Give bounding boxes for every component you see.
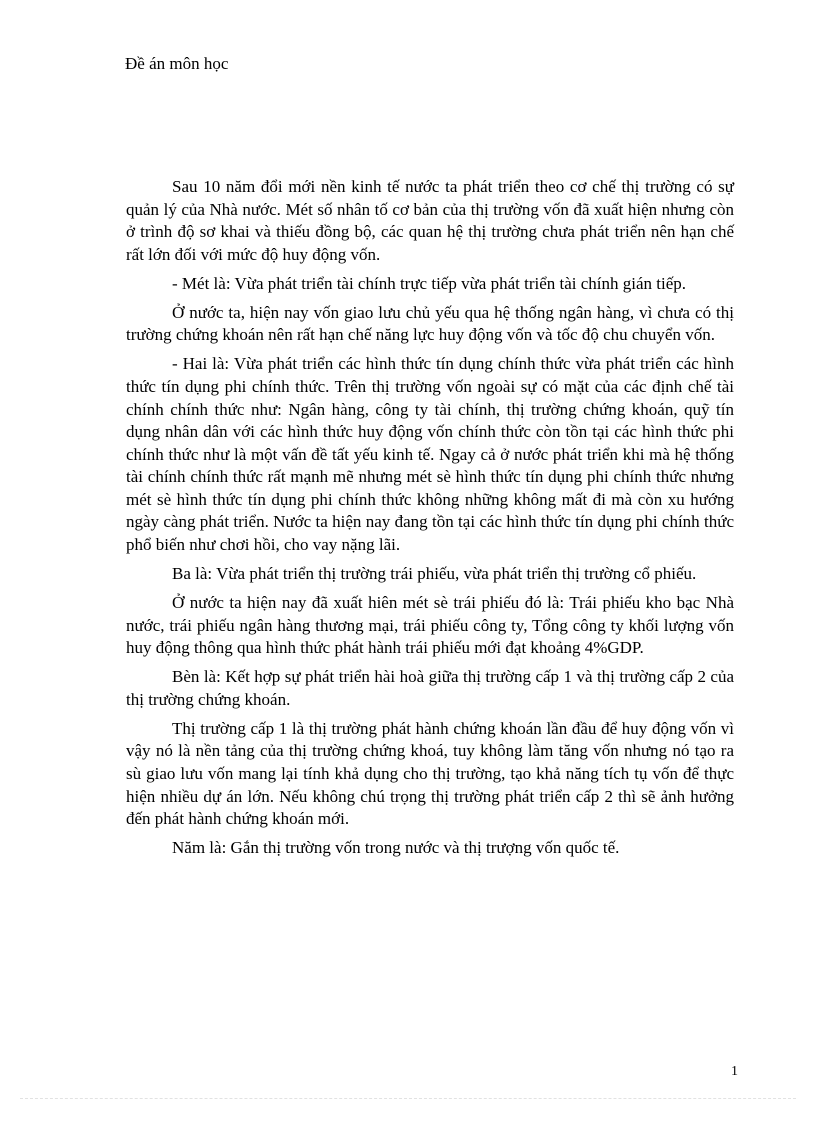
paragraph-intro: Sau 10 năm đổi mới nền kinh tế nước ta phát triển theo cơ chế thị trường có sự quản lý của Nhà nước. Mét số nhân tố cơ bản của thị trường vốn đã xuất hiện nhưng còn ở trình độ sơ khai và thiếu đồng bộ, các quan hệ thị trường chưa phát triển nên hạn chế rất lớn đối với mức độ huy động vốn. xyxy=(126,177,734,264)
paragraph-point-three-detail: Ở nước ta hiện nay đã xuất hiên mét sè trái phiếu đó là: Trái phiếu kho bạc Nhà nước, trái phiếu ngân hàng thương mại, trái phiếu công ty, Tổng công ty khối lượng vốn huy động thông qua hình thức phát hành trái phiếu mới đạt khoảng 4%GDP. xyxy=(126,593,734,658)
paragraph-point-one-detail: Ở nước ta, hiện nay vốn giao lưu chủ yếu qua hệ thống ngân hàng, vì chưa có thị trường chứng khoán nên rất hạn chế năng lực huy động vốn và tốc độ chu chuyển vốn. xyxy=(126,302,734,345)
paragraph-point-one: - Mét là: Vừa phát triển tài chính trực tiếp vừa phát triển tài chính gián tiếp. xyxy=(172,273,687,293)
paragraph-point-two: - Hai là: Vừa phát triển các hình thức tín dụng chính thức vừa phát triển các hình thức tín dụng phi chính thức. Trên thị trường vốn ngoài sự có mặt của các định chế tài chính chính thức như: Ngân hàng, công ty tài chính, thị trường chứng khoán, quỹ tín dụng nhân dân với các hình thức huy động vốn chính thức còn tồn tại các hình thức phi chính thức như là một vấn đề tất yếu kinh tế. Ngay cả ở nước phát triển khi mà hệ thống tài chính chính thức rất mạnh mẽ nhưng mét sè hình thức tín dụng phi chính thức nhưng mét sè hình thức tín dụng phi chính thức không những không mất đi mà còn xu hướng ngày càng phát triển. Nước ta hiện nay đang tồn tại các hình thức tín dụng phi chính thức phổ biến như chơi hồi, cho vay nặng lãi. xyxy=(126,354,734,555)
paragraph-point-five: Năm là: Gắn thị trường vốn trong nước và thị trượng vốn quốc tế. xyxy=(172,838,620,858)
page-number: 1 xyxy=(731,1064,738,1079)
paragraph-point-three: Ba là: Vừa phát triển thị trường trái phiếu, vừa phát triển thị trường cổ phiếu. xyxy=(172,564,697,584)
page-header-title: Đề án môn học xyxy=(125,54,229,73)
page-bottom-divider xyxy=(20,1098,796,1099)
paragraph-point-four: Bèn là: Kết hợp sự phát triển hài hoà giữa thị trường cấp 1 và thị trường cấp 2 của thị trường chứng khoán. xyxy=(126,667,734,709)
paragraph-point-four-detail: Thị trường cấp 1 là thị trường phát hành chứng khoán lần đầu để huy động vốn vì vậy nó là nền tảng của thị trường chứng khoá, tuy không làm tăng vốn nhưng nó tạo ra sù giao lưu vốn mang lại tính khả dụng cho thị trường, tạo khả năng tích tụ vốn để thực hiện nhiều dự án lớn. Nếu không chú trọng thị trường phát triển cấp 2 thì sẽ ảnh hưởng đến phát hành chứng khoán mới. xyxy=(126,718,734,829)
document-body xyxy=(126,176,734,866)
